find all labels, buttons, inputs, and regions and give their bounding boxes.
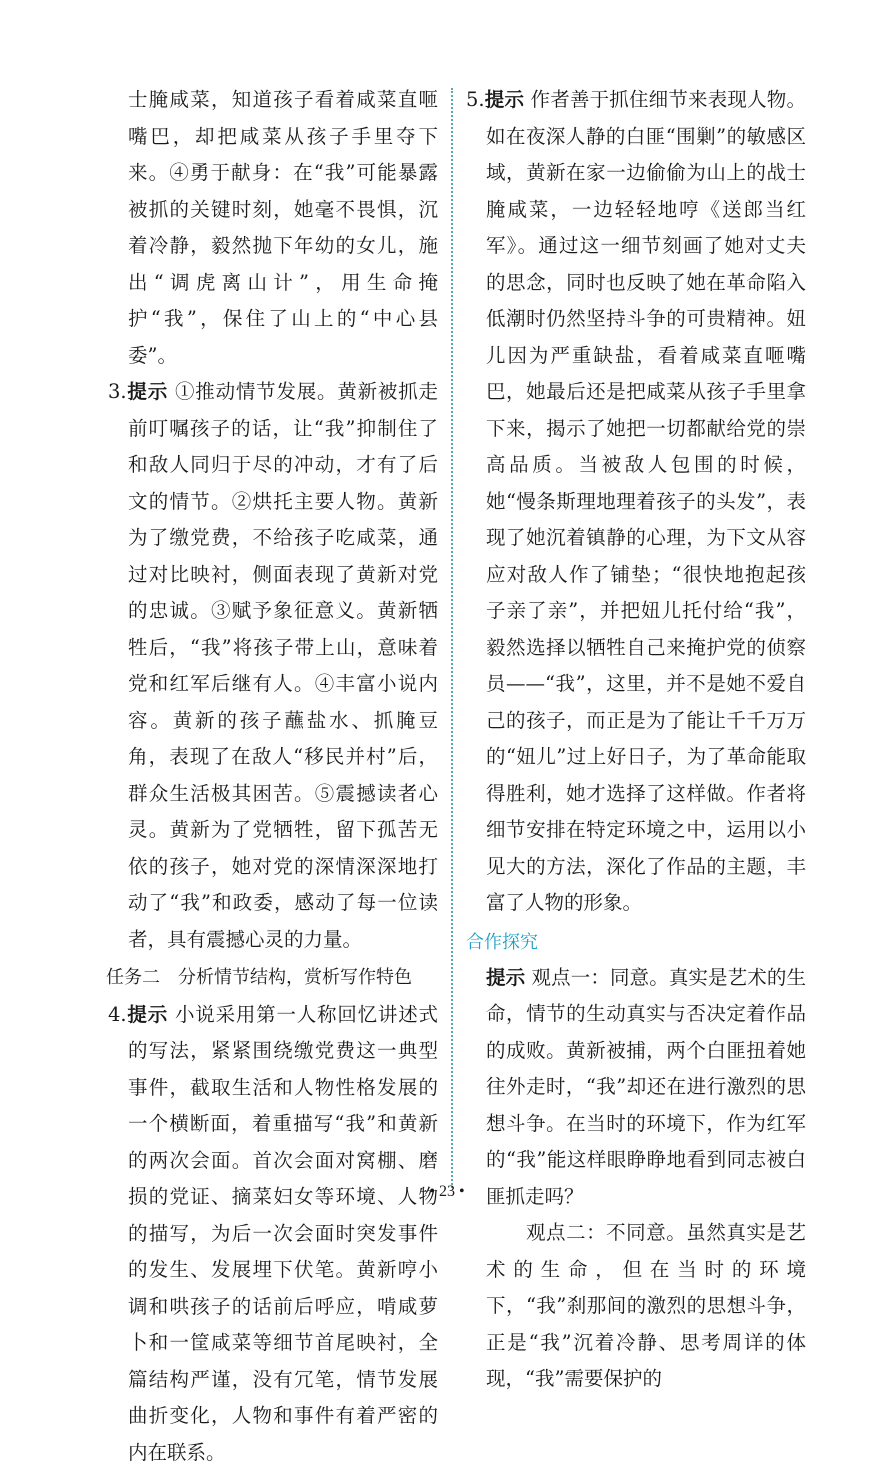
answer-text: 观点一：同意。真实是艺术的生命，情节的生动真实与否决定着作品的成败。黄新被捕，两个白匪扭着她往外走时，“我”却还在进行激烈的思想斗争。在当时的环境下，作为红军的“我”能这样眼睁睁地看到同志被白匪抓走吗？ <box>486 966 806 1208</box>
task-heading: 任务二 分析情节结构，赏析写作特色 <box>106 960 438 997</box>
answer-item-4 <box>108 997 438 1471</box>
section-heading: 合作探究 <box>466 926 806 960</box>
answer-text: 作者善于抓住细节来表现人物。如在夜深人静的白匪“围剿”的敏感区域，黄新在家一边偷偷为山上的战士腌咸菜，一边轻轻地哼《送郎当红军》。通过这一细节刻画了她对丈夫的思念，同时也反映了她在革命陷入低潮时仍然坚持斗争的可贵精神。妞儿因为严重缺盐，看着咸菜直咂嘴巴，她最后还是把咸菜从孩子手里拿下来，揭示了她把一切都献给党的崇高品质。当被敌人包围的时候，她“慢条斯理地理着孩子的头发”，表现了她沉着镇静的心理，为下文从容应对敌人作了铺垫；“很快地抱起孩子亲了亲”，并把妞儿托付给“我”，毅然选择以牺牲自己来掩护党的侦察员——“我”，这里，并不是她不爱自己的孩子，而正是为了能让千千万万的“妞儿”过上好日子，为了革命能取得胜利，她才选择了这样做。作者将细节安排在特定环境之中，运用以小见大的方法，深化了作品的主题，丰富了人物的形象。 <box>486 88 806 914</box>
cooperation-viewpoint-2: 观点二：不同意。虽然真实是艺术的生命，但在当时的环境下，“我”刹那间的激烈的思想斗争，正是“我”沉着冷静、思考周详的体现，“我”需要保护的 <box>466 1215 806 1398</box>
column-divider <box>451 88 453 1188</box>
answer-text: ①推动情节发展。黄新被抓走前叮嘱孩子的话，让“我”抑制住了和敌人同归于尽的冲动，才有了后文的情节。②烘托主要人物。黄新为了缴党费，不给孩子吃咸菜，通过对比映衬，侧面表现了黄新对党的忠诚。③赋予象征意义。黄新牺牲后，“我”将孩子带上山，意味着党和红军后继有人。④丰富小说内容。黄新的孩子蘸盐水、抓腌豆角，表现了在敌人“移民并村”后，群众生活极其困苦。⑤震撼读者心灵。黄新为了党牺牲，留下孤苦无依的孩子，她对党的深情深深地打动了“我”和政委，感动了每一位读者，具有震撼心灵的力量。 <box>128 380 438 951</box>
answer-text: 小说采用第一人称回忆讲述式的写法，紧紧围绕缴党费这一典型事件，截取生活和人物性格发展的一个横断面，着重描写“我”和黄新的两次会面。首次会面对窝棚、磨损的党证、摘菜妇女等环境、人物的描写，为后一次会面时突发事件的发生、发展埋下伏笔。黄新哼小调和哄孩子的话前后呼应，啃咸萝卜和一筐咸菜等细节首尾映衬，全篇结构严谨，没有冗笔，情节发展曲折变化，人物和事件有着严密的内在联系。 <box>128 1003 438 1464</box>
item-number: 4. <box>108 1003 127 1026</box>
left-column <box>108 82 438 1471</box>
hint-label: 提示 <box>486 966 525 989</box>
answer-item-3 <box>108 374 438 958</box>
hint-label: 提示 <box>485 88 525 111</box>
item-number: 5. <box>466 88 485 111</box>
page-number: • 23 • <box>0 1183 894 1201</box>
answer-item-5 <box>466 82 806 922</box>
hint-label: 提示 <box>127 1003 168 1026</box>
cooperation-viewpoint-1 <box>466 960 806 1216</box>
continued-paragraph: 士腌咸菜，知道孩子看着咸菜直咂嘴巴，却把咸菜从孩子手里夺下来。④勇于献身：在“我”可能暴露被抓的关键时刻，她毫不畏惧，沉着冷静，毅然抛下年幼的女儿，施出“调虎离山计”，用生命掩护“我”，保住了山上的“中心县委”。 <box>108 82 438 374</box>
hint-label: 提示 <box>127 380 168 403</box>
item-number: 3. <box>108 380 127 403</box>
